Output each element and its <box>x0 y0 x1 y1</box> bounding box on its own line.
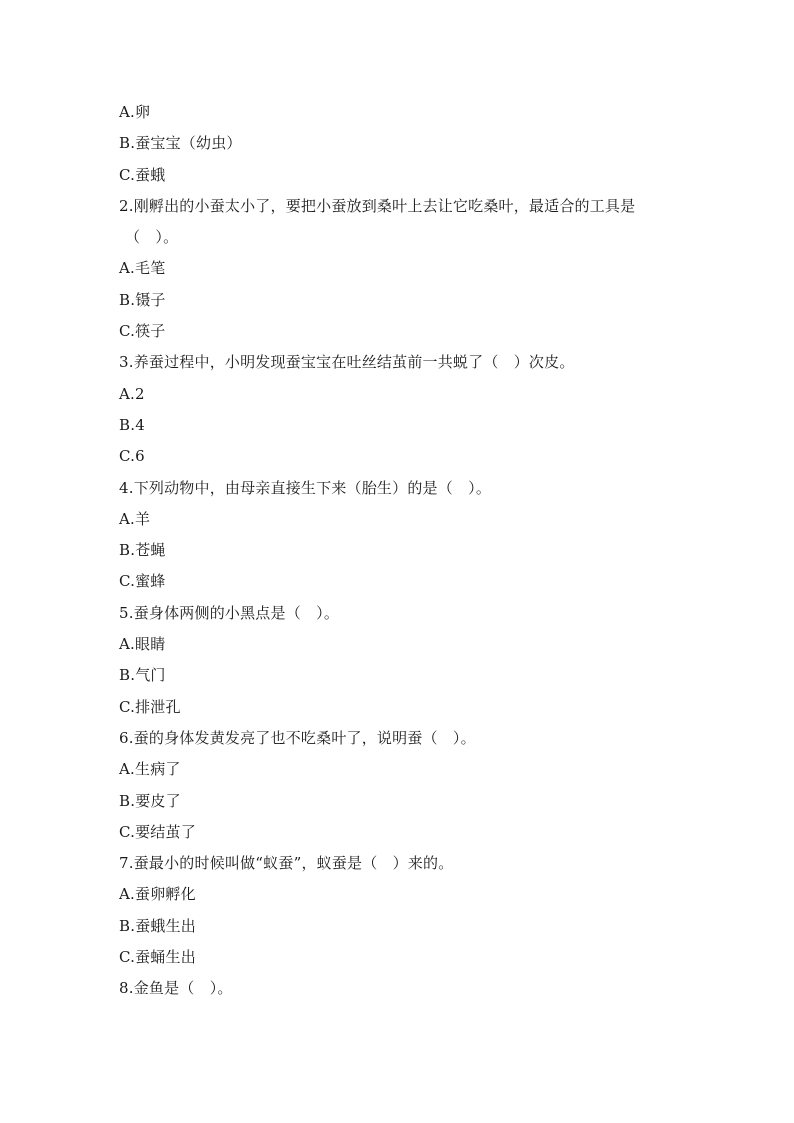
option-c-q3: C.6 <box>119 447 145 466</box>
option-c-q6: C.要结茧了 <box>119 822 196 841</box>
question-2: 2.刚孵出的小蚕太小了，要把小蚕放到桑叶上去让它吃桑叶，最适合的工具是 <box>119 196 636 215</box>
option-b-q1: B.蚕宝宝（幼虫） <box>119 134 242 153</box>
question-4: 4.下列动物中，由母亲直接生下来（胎生）的是（ ）。 <box>119 478 492 497</box>
option-c-q4: C.蜜蜂 <box>119 572 166 591</box>
option-a-q1: A.卵 <box>119 103 151 121</box>
option-a-q2: A.毛笔 <box>119 259 166 278</box>
question-8: 8.金鱼是（ ）。 <box>119 979 233 998</box>
option-c-q5: C.排泄孔 <box>119 697 181 716</box>
question-3: 3.养蚕过程中，小明发现蚕宝宝在吐丝结茧前一共蜕了（ ）次皮。 <box>119 353 575 372</box>
option-b-q5: B.气门 <box>119 666 166 685</box>
question-2-continuation: （ ）。 <box>125 228 179 247</box>
option-a-q6: A.生病了 <box>119 760 181 779</box>
question-6: 6.蚕的身体发黄发亮了也不吃桑叶了，说明蚕（ ）。 <box>119 728 476 747</box>
option-b-q2: B.镊子 <box>119 290 166 309</box>
option-b-q6: B.要皮了 <box>119 791 181 810</box>
option-a-q4: A.羊 <box>119 509 151 528</box>
option-a-q7: A.蚕卵孵化 <box>119 885 196 904</box>
option-b-q7: B.蚕蛾生出 <box>119 916 196 935</box>
question-7: 7.蚕最小的时候叫做“蚁蚕”，蚁蚕是（ ）来的。 <box>119 854 454 873</box>
option-c-q7: C.蚕蛹生出 <box>119 948 196 967</box>
option-b-q4: B.苍蝇 <box>119 541 166 560</box>
option-b-q3: B.4 <box>119 415 145 434</box>
option-c-q1: C.蚕蛾 <box>119 165 166 184</box>
option-c-q2: C.筷子 <box>119 322 166 341</box>
question-list <box>119 97 679 1005</box>
option-a-q3: A.2 <box>119 384 145 403</box>
question-5: 5.蚕身体两侧的小黑点是（ ）。 <box>119 603 340 622</box>
option-a-q5: A.眼睛 <box>119 635 166 654</box>
